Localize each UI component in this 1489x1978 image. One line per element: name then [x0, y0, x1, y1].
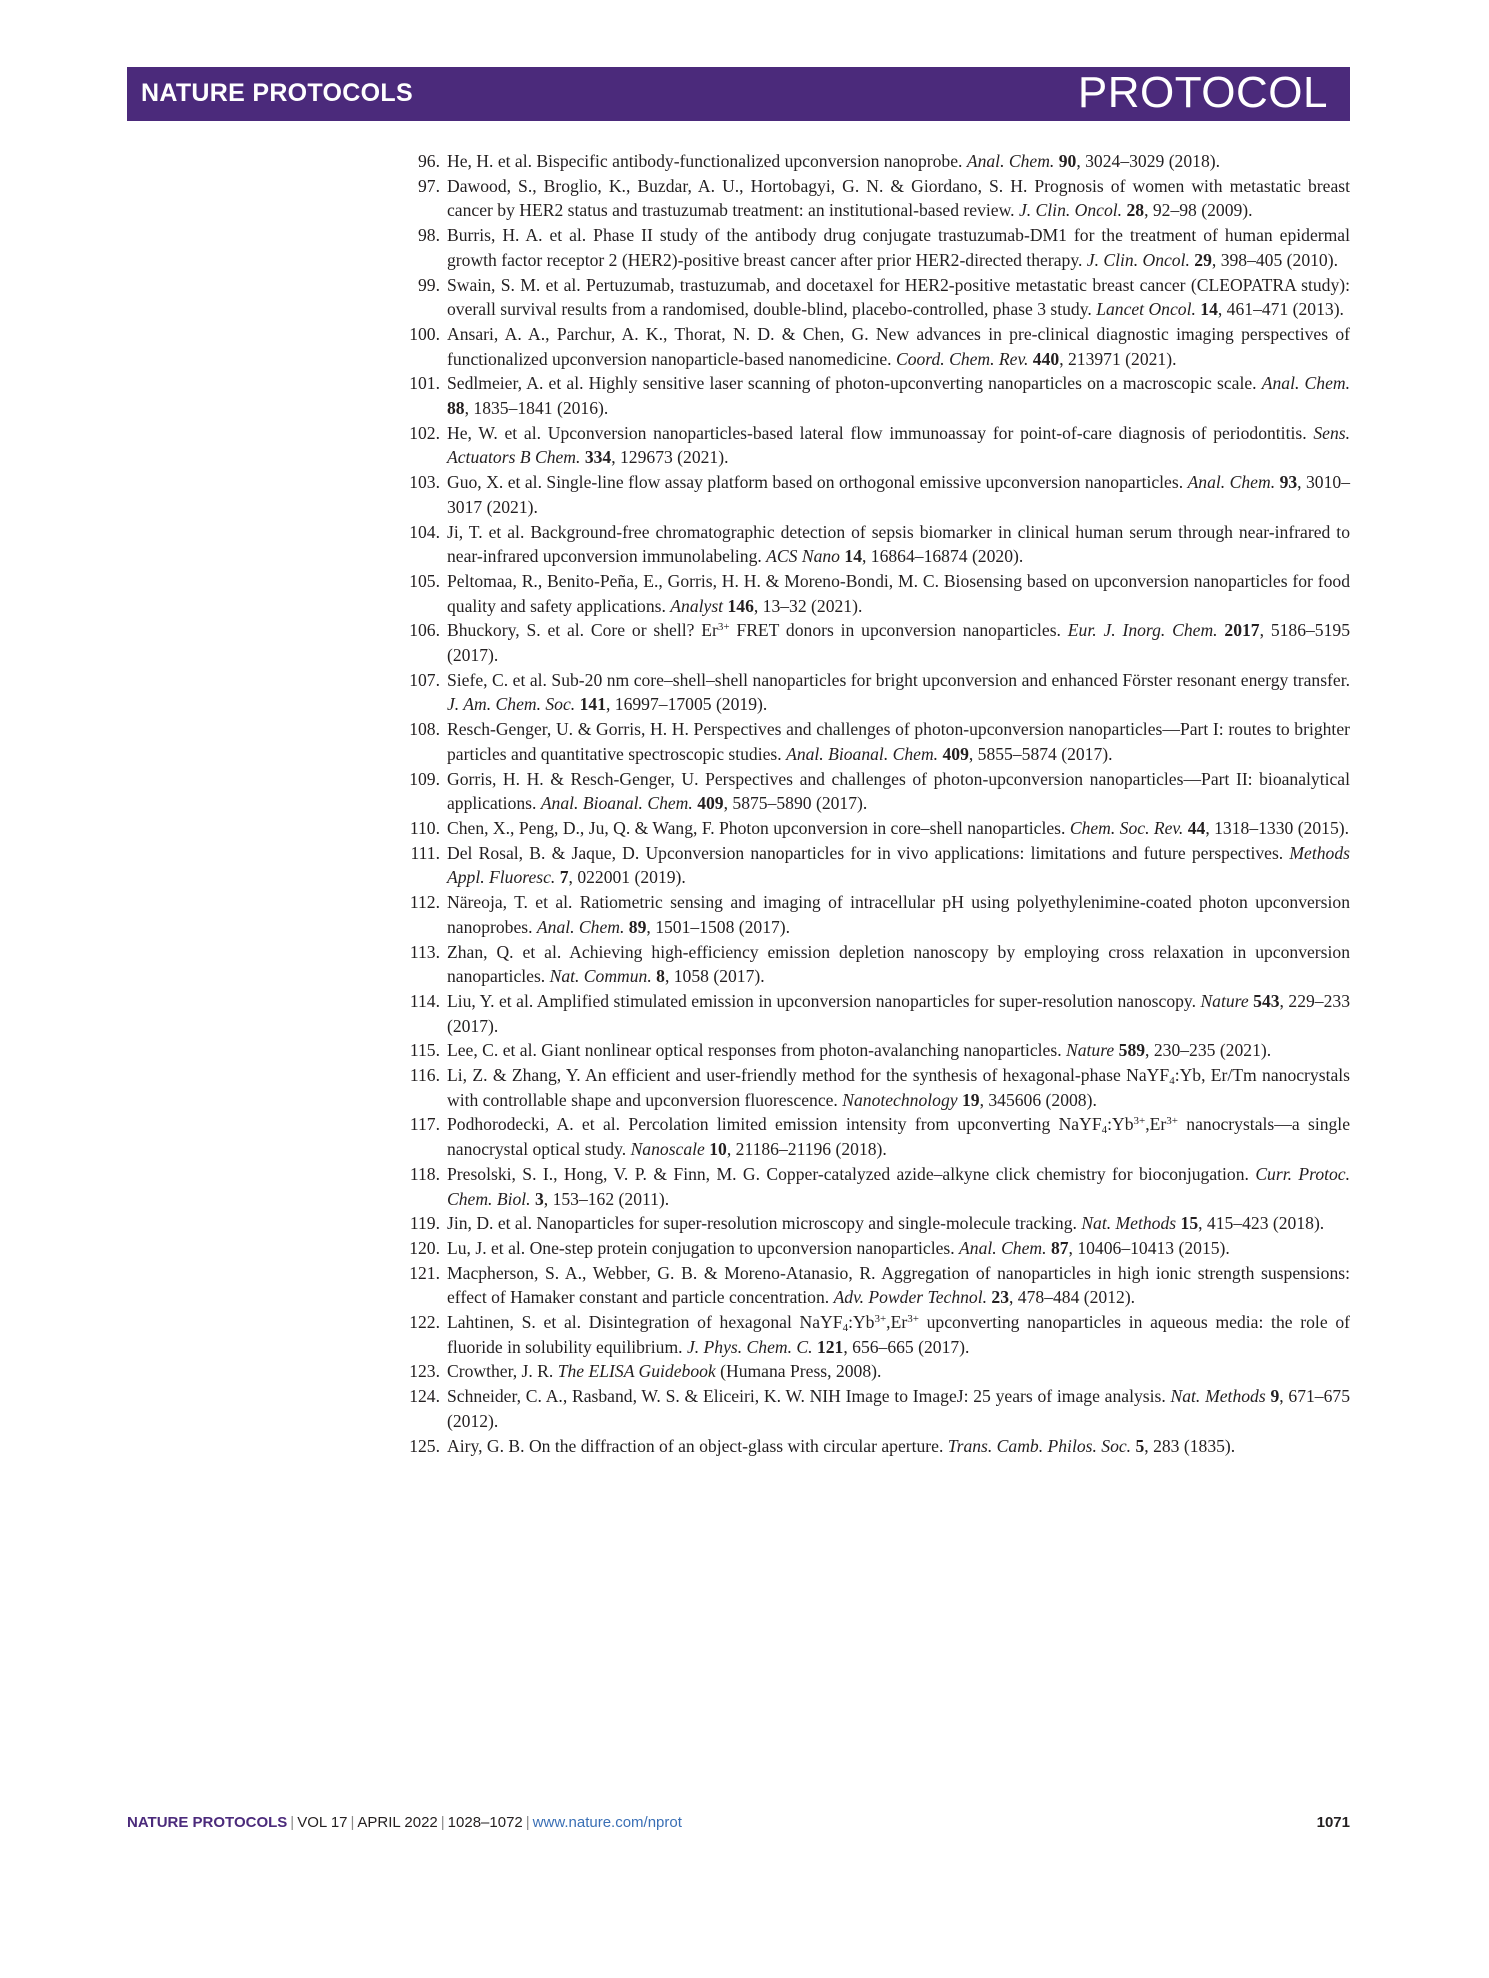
reference-text: Crowther, J. R. The ELISA Guidebook (Humana Press, 2008). [447, 1361, 882, 1382]
reference-number: 111. [410, 842, 440, 863]
reference-item [400, 1310, 1350, 1359]
reference-text: Peltomaa, R., Benito-Peña, E., Gorris, H. H. & Moreno-Bondi, M. C. Biosensing based on upconversion nanoparticles for food quality and safety applications. Analyst 146, 13–32 (2021). [447, 570, 1350, 616]
reference-item [400, 989, 1350, 1038]
footer-url-link[interactable]: www.nature.com/nprot [532, 1814, 682, 1831]
reference-number: 97. [418, 175, 440, 196]
footer-issue: APRIL 2022 [357, 1814, 438, 1831]
reference-text: Burris, H. A. et al. Phase II study of the antibody drug conjugate trastuzumab-DM1 for the treatment of human epidermal growth factor receptor 2 (HER2)-positive breast cancer after prior HER2-directed therapy. J. Clin. Oncol. 29, 398–405 (2010). [447, 225, 1350, 270]
reference-item [400, 1162, 1350, 1211]
reference-text: Airy, G. B. On the diffraction of an object-glass with circular aperture. Trans. Camb. Philos. Soc. 5, 283 (1835). [447, 1435, 1236, 1456]
reference-number: 113. [409, 941, 440, 962]
reference-text: Ansari, A. A., Parchur, A. K., Thorat, N. D. & Chen, G. New advances in pre-clinical diagnostic imaging perspectives of functionalized upconversion nanoparticle-based nanomedicine. Coord. Chem. Rev. 440, 213971 (2021). [447, 323, 1350, 369]
reference-text: Lu, J. et al. One-step protein conjugation to upconversion nanoparticles. Anal. Chem. 87, 10406–10413 (2015). [447, 1237, 1230, 1258]
page-number: 1071 [1316, 1814, 1350, 1831]
reference-text: He, W. et al. Upconversion nanoparticles-based lateral flow immunoassay for point-of-care diagnosis of periodontitis. Sens. Actuators B Chem. 334, 129673 (2021). [447, 422, 1350, 468]
reference-item [400, 273, 1350, 322]
reference-text: Resch-Genger, U. & Gorris, H. H. Perspectives and challenges of photon-upconversion nanoparticles—Part I: routes to brighter particles and quantitative spectroscopic studies. Anal. Bioanal. Chem. 409, 5855–5874 (2017). [447, 719, 1350, 764]
reference-number: 124. [409, 1386, 440, 1407]
reference-text: Ji, T. et al. Background-free chromatographic detection of sepsis biomarker in clinical human serum through near-infrared to near-infrared upconversion immunolabeling. ACS Nano 14, 16864–16874 (2020). [447, 521, 1350, 567]
reference-item [400, 149, 1350, 174]
reference-number: 112. [409, 892, 440, 913]
reference-text: Presolski, S. I., Hong, V. P. & Finn, M. G. Copper-catalyzed azide–alkyne click chemistry for bioconjugation. Curr. Protoc. Chem. Biol. 3, 153–162 (2011). [447, 1163, 1351, 1209]
reference-item [400, 1434, 1350, 1459]
reference-item [400, 1236, 1350, 1261]
reference-list [400, 149, 1350, 1458]
reference-item [400, 767, 1350, 816]
reference-text: Del Rosal, B. & Jaque, D. Upconversion nanoparticles for in vivo applications: limitations and future perspectives. Methods Appl. Fluoresc. 7, 022001 (2019). [447, 842, 1350, 888]
reference-item [400, 940, 1350, 989]
reference-number: 99. [418, 274, 440, 295]
reference-text: Chen, X., Peng, D., Ju, Q. & Wang, F. Photon upconversion in core–shell nanoparticles. Chem. Soc. Rev. 44, 1318–1330 (2015). [447, 817, 1349, 838]
reference-text: Siefe, C. et al. Sub-20 nm core–shell–shell nanoparticles for bright upconversion and enhanced Förster resonant energy transfer. J. Am. Chem. Soc. 141, 16997–17005 (2019). [447, 669, 1350, 715]
reference-text: Dawood, S., Broglio, K., Buzdar, A. U., Hortobagyi, G. N. & Giordano, S. H. Prognosis of women with metastatic breast cancer by HER2 status and trastuzumab treatment: an institutional-based review. J. Clin. Oncol. 28, 92–98 (2009). [447, 175, 1350, 221]
footer-volume: VOL 17 [297, 1814, 348, 1831]
reference-number: 121. [409, 1262, 440, 1283]
reference-item [400, 816, 1350, 841]
reference-text: Lee, C. et al. Giant nonlinear optical responses from photon-avalanching nanoparticles. Nature 589, 230–235 (2021). [447, 1040, 1272, 1061]
reference-number: 119. [409, 1213, 440, 1234]
reference-text: Zhan, Q. et al. Achieving high-efficiency emission depletion nanoscopy by employing cross relaxation in upconversion nanoparticles. Nat. Commun. 8, 1058 (2017). [447, 941, 1350, 987]
reference-text: Gorris, H. H. & Resch-Genger, U. Perspectives and challenges of photon-upconversion nanoparticles—Part II: bioanalytical applications. Anal. Bioanal. Chem. 409, 5875–5890 (2017). [447, 768, 1350, 814]
reference-text: Swain, S. M. et al. Pertuzumab, trastuzumab, and docetaxel for HER2-positive metastatic breast cancer (CLEOPATRA study): overall survival results from a randomised, double-blind, placebo-controlled, phase 3 study. Lancet Oncol. 14, 461–471 (2013). [447, 274, 1350, 320]
reference-number: 109. [409, 768, 440, 789]
reference-number: 110. [409, 817, 440, 838]
reference-item [400, 421, 1350, 470]
reference-number: 107. [409, 669, 440, 690]
reference-text: Guo, X. et al. Single-line flow assay platform based on orthogonal emissive upconversion nanoparticles. Anal. Chem. 93, 3010–3017 (2021). [447, 472, 1350, 517]
reference-item [400, 1112, 1350, 1161]
reference-text: Schneider, C. A., Rasband, W. S. & Eliceiri, K. W. NIH Image to ImageJ: 25 years of image analysis. Nat. Methods 9, 671–675 (2012). [447, 1386, 1350, 1431]
reference-text: Li, Z. & Zhang, Y. An efficient and user-friendly method for the synthesis of hexagonal-phase NaYF$_4$:Yb, Er/Tm nanocrystals with controllable shape and upconversion fluorescence. Nanotechnology 19, 345606 (2008). [447, 1065, 1350, 1110]
reference-number: 115. [409, 1040, 440, 1061]
reference-item [400, 1211, 1350, 1236]
reference-number: 98. [418, 225, 440, 246]
reference-number: 96. [418, 151, 440, 171]
footer-journal: NATURE PROTOCOLS [127, 1814, 288, 1831]
reference-number: 101. [409, 373, 440, 394]
reference-text: Liu, Y. et al. Amplified stimulated emission in upconversion nanoparticles for super-resolution nanoscopy. Nature 543, 229–233 (2017). [447, 990, 1350, 1036]
reference-item [400, 668, 1350, 717]
journal-name: NATURE PROTOCOLS [141, 79, 413, 107]
reference-number: 103. [409, 472, 440, 493]
reference-number: 117. [409, 1114, 440, 1135]
reference-number: 116. [409, 1065, 440, 1086]
reference-item [400, 1063, 1350, 1112]
reference-text: Lahtinen, S. et al. Disintegration of hexagonal $NaYF_4:Yb^{3+},Er^{3+}$ upconverting nanoparticles in aqueous media: the role of fluoride in solubility equilibrium. J. Phys. Chem. C. 121, 656–665 (2017). [447, 1312, 1351, 1357]
reference-number: 102. [409, 422, 440, 443]
reference-item [400, 174, 1350, 223]
reference-item [400, 1038, 1350, 1063]
reference-number: 125. [409, 1435, 440, 1456]
reference-text: He, H. et al. Bispecific antibody-functionalized upconversion nanoprobe. Anal. Chem. 90, 3024–3029 (2018). [447, 151, 1220, 171]
reference-item [400, 223, 1350, 272]
footer-pages: 1028–1072 [447, 1814, 523, 1831]
reference-item [400, 1359, 1350, 1384]
reference-text: Bhuckory, S. et al. Core or shell? $Er^{3+}$ FRET donors in upconversion nanoparticles. Eur. J. Inorg. Chem. 2017, 5186–5195 (2017). [447, 620, 1350, 666]
reference-number: 123. [409, 1361, 440, 1382]
reference-number: 108. [409, 719, 440, 740]
reference-item [400, 520, 1350, 569]
reference-number: 118. [409, 1163, 440, 1184]
reference-item [400, 841, 1350, 890]
reference-text: Jin, D. et al. Nanoparticles for super-resolution microscopy and single-molecule tracking. Nat. Methods 15, 415–423 (2018). [447, 1213, 1325, 1234]
reference-text: Sedlmeier, A. et al. Highly sensitive laser scanning of photon-upconverting nanoparticles on a macroscopic scale. Anal. Chem. 88, 1835–1841 (2016). [447, 373, 1350, 419]
reference-number: 104. [409, 521, 440, 542]
article-type: PROTOCOL [1077, 68, 1328, 117]
reference-text: Näreoja, T. et al. Ratiometric sensing and imaging of intracellular pH using polyethylenimine-coated photon upconversion nanoprobes. Anal. Chem. 89, 1501–1508 (2017). [447, 892, 1350, 937]
reference-item [400, 470, 1350, 519]
reference-item [400, 717, 1350, 766]
reference-item [400, 1261, 1350, 1310]
reference-item [400, 569, 1350, 618]
reference-item [400, 371, 1350, 420]
header-banner [127, 67, 1350, 121]
reference-item [400, 618, 1350, 667]
reference-text: Podhorodecki, A. et al. Percolation limited emission intensity from upconverting $NaYF_4:Yb^{3+},Er^{3+}$ nanocrystals—a single nanocrystal optical study. Nanoscale 10, 21186–21196 (2018). [447, 1114, 1351, 1160]
reference-number: 122. [409, 1312, 440, 1333]
reference-item [400, 890, 1350, 939]
reference-text: Macpherson, S. A., Webber, G. B. & Moreno-Atanasio, R. Aggregation of nanoparticles in high ionic strength suspensions: effect of Hamaker constant and particle concentration. Adv. Powder Technol. 23, 478–484 (2012). [447, 1262, 1350, 1308]
reference-number: 100. [409, 323, 440, 344]
reference-number: 105. [409, 570, 440, 591]
reference-item [400, 322, 1350, 371]
reference-number: 120. [409, 1237, 440, 1258]
reference-number: 106. [409, 620, 440, 641]
reference-number: 114. [409, 990, 440, 1011]
reference-item [400, 1384, 1350, 1433]
